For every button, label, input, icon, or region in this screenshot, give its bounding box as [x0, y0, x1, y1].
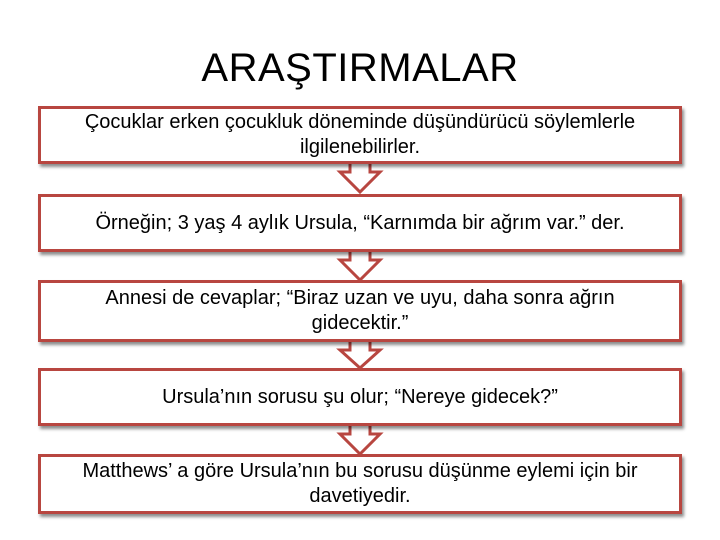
arrow-down-icon [340, 338, 380, 368]
flow-step-text: Annesi de cevaplar; “Biraz uzan ve uyu, daha sonra ağrın gidecektir.” [105, 287, 615, 334]
flow-step-text: Matthews’ a göre Ursula’nın bu sorusu düşünme eylemi için bir davetiyedir. [82, 460, 638, 507]
arrow-down-icon [340, 160, 380, 192]
arrow-down-icon [340, 422, 380, 454]
flow-step-2 [38, 194, 682, 252]
flow-step-text: Ursula’nın sorusu şu olur; “Nereye gidecek?” [162, 385, 558, 408]
flow-step-1 [38, 106, 682, 164]
flow-step-text: Örneğin; 3 yaş 4 aylık Ursula, “Karnımda bir ağrım var.” der. [95, 211, 625, 234]
page-title: ARAŞTIRMALAR [201, 46, 519, 90]
flow-step-4 [38, 368, 682, 426]
flow-step-text: Çocuklar erken çocukluk döneminde düşündürücü söylemlerle ilgilenebilirler. [84, 111, 636, 158]
flow-step-5 [38, 454, 682, 514]
arrow-down-icon [340, 248, 380, 280]
flow-step-3 [38, 280, 682, 342]
